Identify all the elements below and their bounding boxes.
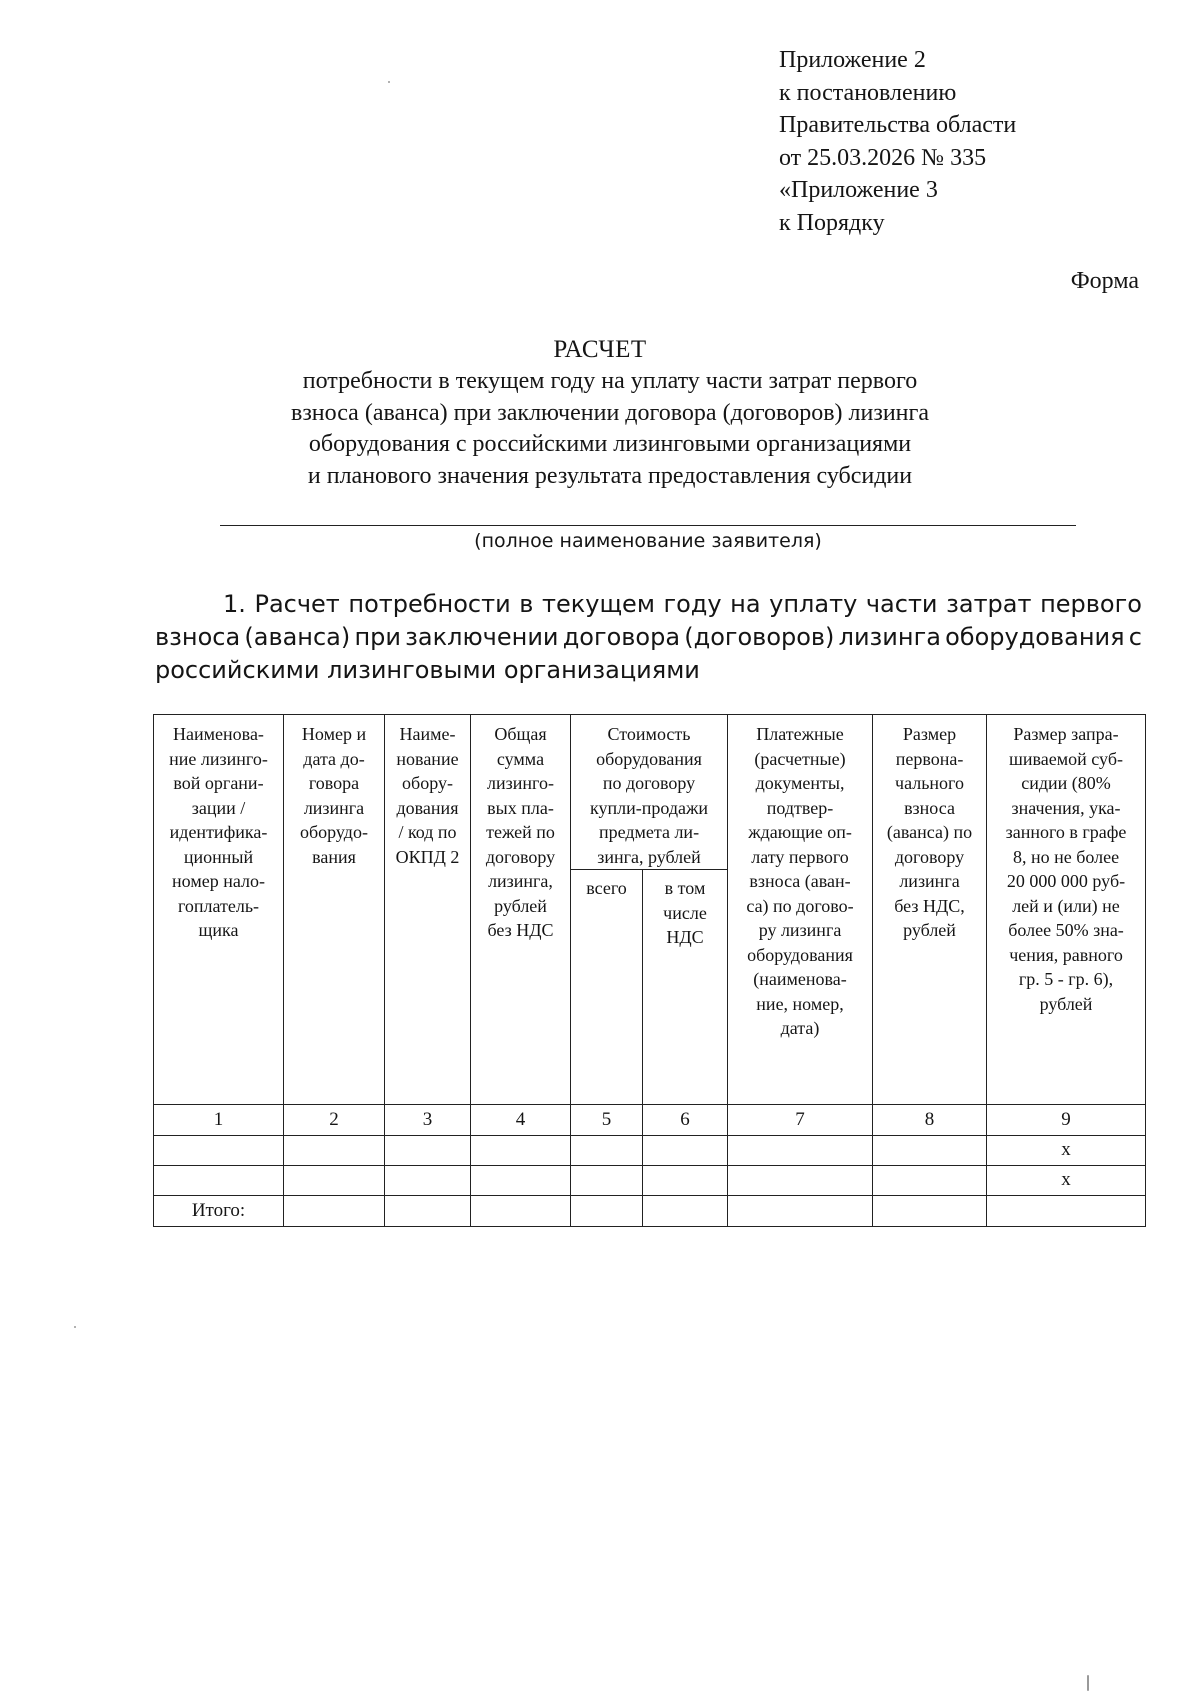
appendix-block [779, 44, 1016, 239]
section-1-heading [155, 588, 1142, 687]
appendix-line: Правительства области [779, 112, 1017, 138]
table-cell [154, 1166, 284, 1196]
calculation-table [153, 714, 1146, 1227]
table-cell [643, 1136, 728, 1166]
subtitle-line: оборудования с российскими лизинговыми организациями [308, 431, 912, 457]
section-line-1 [155, 588, 1142, 621]
subcol-header-vat: в том числе НДС [643, 870, 728, 1105]
table-cell [873, 1196, 987, 1227]
table-cell [284, 1136, 385, 1166]
table-cell [385, 1196, 471, 1227]
table-cell: x [987, 1166, 1146, 1196]
subtitle-line: взноса (аванса) при заключении договора (договоров) лизинга [290, 399, 930, 426]
section-line-2 [155, 621, 1142, 654]
scan-speck [74, 1326, 76, 1328]
column-number: 5 [571, 1105, 643, 1136]
table-cell [471, 1166, 571, 1196]
table-row [154, 1166, 1146, 1196]
col-header-equipment: Наиме- нование обору- дования / код по ОКПД 2 [385, 715, 471, 1105]
table-cell [643, 1196, 728, 1227]
table-cell [571, 1136, 643, 1166]
table-cell [571, 1166, 643, 1196]
col-header-equipment-cost: Стоимость оборудования по договору купли-продажи предмета ли- зинга, рублей [571, 715, 728, 870]
form-label: Форма [1070, 268, 1139, 294]
appendix-line: Приложение 2 [779, 47, 926, 73]
applicant-name-line [220, 525, 1076, 526]
section-word: 1. [223, 590, 246, 618]
total-label: Итого: [154, 1196, 284, 1227]
section-word: (аванса) [244, 623, 351, 651]
col-header-initial-payment: Размер первона- чального взноса (аванса) по договору лизинга без НДС, рублей [873, 715, 987, 1105]
table-cell [284, 1166, 385, 1196]
section-word: текущем [542, 590, 655, 618]
subcol-header-total: всего [571, 870, 643, 1105]
table-cell [728, 1166, 873, 1196]
table-cell [987, 1196, 1146, 1227]
section-word: году [663, 590, 722, 618]
section-word: заключении [405, 623, 559, 651]
column-number: 4 [471, 1105, 571, 1136]
column-number: 9 [987, 1105, 1146, 1136]
table-row [154, 1136, 1146, 1166]
scan-speck [388, 81, 390, 83]
table-cell [643, 1166, 728, 1196]
section-word: на [730, 590, 761, 618]
section-word: с [1128, 623, 1142, 651]
table-cell [873, 1166, 987, 1196]
table-cell [728, 1136, 873, 1166]
appendix-line: «Приложение 3 [779, 177, 938, 203]
col-header-subsidy-amount: Размер запра- шиваемой суб- сидии (80% значения, ука- занного в графе 8, но не более 20 000 000 руб- лей и (или) не более 50% зна- чения, равного гр. 5 - гр. 6), рублей [987, 715, 1146, 1105]
applicant-caption: (полное наименование заявителя) [474, 530, 822, 552]
table-cell [154, 1136, 284, 1166]
appendix-line: к постановлению [779, 79, 957, 106]
table-cell [571, 1196, 643, 1227]
section-word: оборудования [945, 623, 1125, 651]
subtitle-line: потребности в текущем году на уплату части затрат первого [302, 368, 918, 394]
section-word: лизинга [838, 623, 941, 651]
table-cell [471, 1196, 571, 1227]
section-word: уплату [769, 590, 858, 618]
section-word: части [865, 590, 938, 618]
section-word: затрат [946, 590, 1032, 618]
document-title: РАСЧЕТ [553, 336, 647, 363]
col-header-lessor: Наименова- ние лизинго- вой органи- зации / идентифика- ционный номер нало- гоплатель- щика [154, 715, 284, 1105]
section-word: в [519, 590, 534, 618]
section-line-3: российскими лизинговыми организациями [155, 656, 700, 684]
section-word: при [354, 623, 401, 651]
table-cell [385, 1166, 471, 1196]
scan-speck [1087, 1675, 1089, 1691]
table-cell [728, 1196, 873, 1227]
col-header-payment-documents: Платежные (расчетные) документы, подтвер- ждающие оп- лату первого взноса (аван- са) по догово- ру лизинга оборудования (наименова- ние, номер, дата) [728, 715, 873, 1105]
col-header-contract: Номер и дата до- говора лизинга оборудо- вания [284, 715, 385, 1105]
column-number: 1 [154, 1105, 284, 1136]
appendix-line: от 25.03.2026 № 335 [779, 144, 987, 171]
section-word: первого [1040, 590, 1142, 618]
table-cell [471, 1136, 571, 1166]
column-number: 3 [385, 1105, 471, 1136]
section-word: (договоров) [684, 623, 835, 651]
section-word: Расчет [254, 590, 340, 618]
column-number: 6 [643, 1105, 728, 1136]
subtitle-line: и планового значения результата предоставления субсидии [307, 462, 913, 489]
table-cell [284, 1196, 385, 1227]
col-header-total-payments: Общая сумма лизинго- вых пла- тежей по договору лизинга, рублей без НДС [471, 715, 571, 1105]
column-number: 8 [873, 1105, 987, 1136]
column-number: 2 [284, 1105, 385, 1136]
document-subtitle [215, 366, 1005, 492]
table-cell [385, 1136, 471, 1166]
total-row [154, 1196, 1146, 1227]
table-cell: x [987, 1136, 1146, 1166]
section-word: договора [562, 623, 681, 651]
table-cell [873, 1136, 987, 1166]
column-number: 7 [728, 1105, 873, 1136]
appendix-line: к Порядку [779, 209, 885, 236]
section-word: потребности [348, 590, 511, 618]
column-number-row [154, 1105, 1146, 1136]
section-word: взноса [155, 623, 241, 651]
